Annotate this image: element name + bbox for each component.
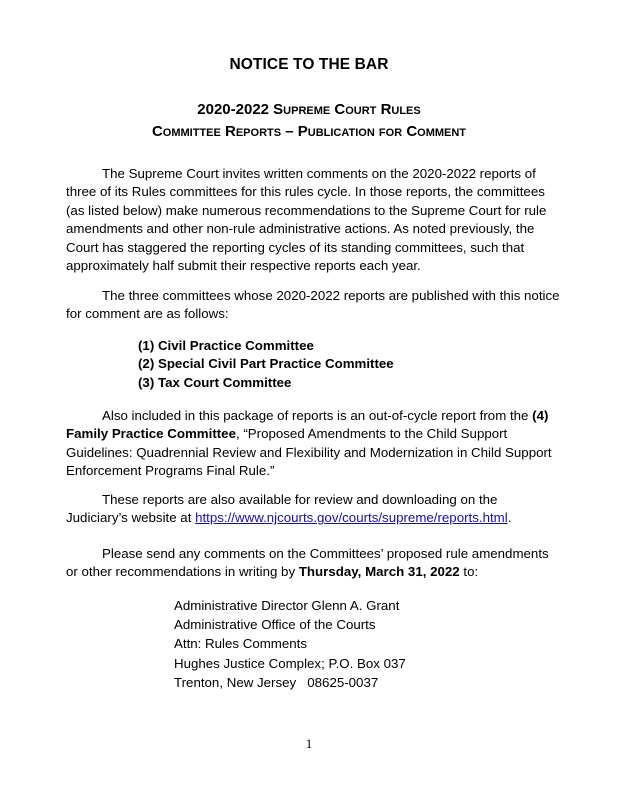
committees-intro-paragraph [66,287,560,324]
address-line: Hughes Justice Complex; P.O. Box 037 [174,655,406,671]
intro-paragraph [66,165,560,275]
family-practice-committee: (4) Family Practice Committee [66,408,549,442]
address-line: Administrative Office of the Courts [174,617,376,633]
subtitle-line-1: 2020-2022 Supreme Court Rules [197,101,421,118]
address-line: Attn: Rules Comments [174,636,308,652]
address-line: Administrative Director Glenn A. Grant [174,598,400,613]
availability-suffix: . [507,510,512,526]
mailing-address [174,596,406,692]
intro-text: The Supreme Court invites written comments on the 2020-2022 reports of three of its Rules committees for this rules cycle. In those reports, the committees (as listed below) make numerous recommendations to the Supreme Court for rule amendments and other non-rule administrative actions. As noted previously, the Court has staggered the reporting cycles of its standing committees, such that approximately half submit their respective reports each year. [66,166,547,274]
deadline-suffix: to: [459,564,479,580]
page-title: NOTICE TO THE BAR [229,56,389,73]
list-item: (1) Civil Practice Committee [138,338,314,353]
comments-deadline-paragraph [66,545,560,582]
list-item: (2) Special Civil Part Practice Committee [138,356,394,372]
committees-intro-text: The three committees whose 2020-2022 reports are published with this notice for comment are as follows: [66,288,560,322]
page-number: 1 [305,736,313,751]
subtitle-line-2: Committee Reports – Publication for Comment [151,123,467,140]
committee-list [138,337,394,392]
family-practice-paragraph [66,407,560,481]
address-line: Trenton, New Jersey 08625-0037 [174,674,379,690]
reports-link[interactable]: https://www.njcourts.gov/courts/supreme/reports.html [195,510,508,526]
deadline-prefix: Please send any comments on the Committees’ proposed rule amendments or other recommendations in writing by [66,546,549,580]
deadline-date: Thursday, March 31, 2022 [298,564,460,580]
family-practice-suffix: , “Proposed Amendments to the Child Support Guidelines: Quadrennial Review and Flexibility and Modernization in Child Support Enforcement Programs Final Rule.” [66,426,552,479]
availability-prefix: These reports are also available for review and downloading on the Judiciary’s website at [66,492,498,526]
family-practice-prefix: Also included in this package of reports is an out-of-cycle report from the [102,408,533,423]
list-item: (3) Tax Court Committee [138,374,292,390]
reports-availability-paragraph [66,491,560,528]
